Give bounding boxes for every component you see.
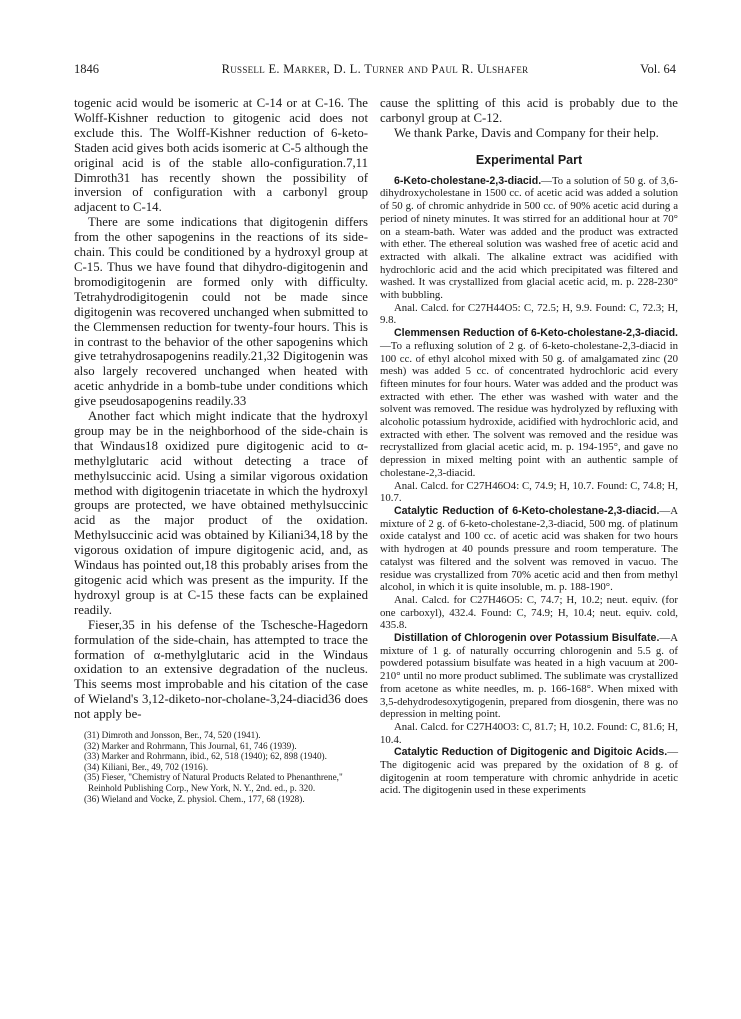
body-paragraph: togenic acid would be isomeric at C-14 or at C-16. The Wolff-Kishner reduction to gitogenic acid does not exclude this. The Wolff-Kishner reduction of 6-keto-Staden acid gives both acids isomeric at C-5 although the original acid is of the stable allo-configuration.7,11 Dimroth31 has recently shown the possibility of inversion of configuration with a carbonyl group adjacent to C-14. (74, 96, 368, 215)
right-column (380, 96, 678, 797)
footnotes (74, 730, 368, 804)
experiment-paragraph (380, 175, 678, 302)
footnote: (33) Marker and Rohrmann, ibid., 62, 518 (1940); 62, 898 (1940). (84, 751, 327, 762)
experiment-paragraph (380, 746, 678, 797)
footnote: (35) Fieser, "Chemistry of Natural Products Related to Phenanthrene," Reinhold Publishing Corp., New York, N. Y., 2nd. ed., p. 320. (84, 772, 343, 794)
experiment-paragraph (380, 327, 678, 479)
experiment-body: —A mixture of 1 g. of naturally occurring chlorogenin and 5.5 g. of powdered potassium bisulfate was heated in a high vacuum at 200-210° until no more product sublimed. The sublimate was crystallized from acetone as white needles, m. p. 166-168°. When mixed with 3,5-dehydrodesoxytigogenin, prepared from diosgenin, there was no depression in melting point. (380, 632, 678, 721)
footnote: (36) Wieland and Vocke, Z. physiol. Chem., 177, 68 (1928). (84, 793, 305, 804)
experiment-title: Distillation of Chlorogenin over Potassium Bisulfate. (394, 632, 660, 645)
footnote: (32) Marker and Rohrmann, This Journal, 61, 746 (1939). (84, 740, 297, 751)
body-paragraph: We thank Parke, Davis and Company for their help. (394, 125, 659, 140)
footnote: (31) Dimroth and Jonsson, Ber., 74, 520 (1941). (84, 730, 261, 741)
experiment-title: 6-Keto-cholestane-2,3-diacid. (394, 174, 542, 187)
left-column (74, 96, 368, 804)
section-heading: Experimental Part (475, 152, 583, 167)
experiment-body: —The digitogenic acid was prepared by the oxidation of 8 g. of digitogenin at room temperature with chromic anhydride in acetic acid. The digitogenin used in these experiments (380, 746, 678, 797)
volume-label: Vol. 64 (640, 62, 676, 76)
experiment-title: Catalytic Reduction of 6-Keto-cholestane-2,3-diacid. (394, 505, 660, 517)
page-number: 1846 (74, 62, 99, 76)
experiment-paragraph (380, 632, 678, 721)
body-paragraph: Fieser,35 in his defense of the Tschesche-Hagedorn formulation of the side-chain, has attempted to trace the formation of α-methylglutaric acid in the Windaus oxidation to an extensive degradation of the nucleus. This seems most improbable and his citation of the case of Wieland's 3,12-diketo-nor-cholane-3,24-diacid36 does not apply be- (74, 617, 368, 722)
experiment-body: —To a solution of 50 g. of 3,6-dihydroxycholestane in 1500 cc. of acetic acid was added a solution of 50 g. of chromic anhydride in 500 cc. of 90% acetic acid during a period of ninety minutes. It was stirred for an additional hour at 70° on a steam-bath. Water was added and the product was extracted with ether. The ethereal solution was washed free of acetic acid and extracted with alkali. The alkaline extract was acidified with hydrochloric acid and the acid which precipitated was filtered and washed. It was crystallized from glacial acetic acid, m. p. 228-230° with bubbling. (380, 174, 678, 302)
analysis-line: Anal. Calcd. for C27H46O5: C, 74.7; H, 10.2; neut. equiv. (for one carboxyl), 432.4. Found: C, 74.9; H, 10.4; neut. equiv. cold, 435.8. (380, 593, 678, 632)
experiment-body: —To a refluxing solution of 2 g. of 6-keto-cholestane-2,3-diacid in 100 cc. of ethyl alcohol mixed with 50 g. of amalgamated zinc (20 mesh) was added 5 cc. of concentrated hydrochloric acid every fifteen minutes for four hours. Water was added and the product was extracted with ether. The ether was washed with water and the solvent was removed. The residue was hydrolyzed by refluxing with alcoholic potassium hydroxide, acidified with hydrochloric acid, and extracted with ether. The solvent was removed and the residue was recrystallized from glacial acetic acid, m. p. 194-195°, and gave no depression in mixed melting point with an authentic sample of cholestane-2,3-diacid. (380, 339, 678, 479)
body-paragraph: There are some indications that digitogenin differs from the other sapogenins in the reactions of its side-chain. This could be conditioned by a hydroxyl group at C-15. Thus we have found that dihydro-digitogenin and bromodigitogenin are formed only with difficulty. Tetrahydrodigitogenin could not be made since digitogenin was recovered unchanged when submitted to the Clemmensen reduction for twenty-four hours. This is in contrast to the behavior of the other sapogenins which give tetrahydrosapogenins readily.21,32 Digitogenin was also largely recovered unchanged when heated with acetic anhydride in a bomb-tube under conditions which give pseudosapogenins readily.33 (74, 215, 368, 409)
body-paragraph: Another fact which might indicate that the hydroxyl group may be in the neighborhood of the side-chain is that Windaus18 oxidized pure digitogenic acid to α-methylglutaric acid without detecting a trace of methylsuccinic acid. Using a similar vigorous oxidation method with digitogenin triacetate in which the hydroxyl groups are protected, we have obtained methylsuccinic acid as the major product of the oxidation. Methylsuccinic acid was obtained by Kiliani34,18 by the vigorous oxidation of impure digitogenic acid, and, as Windaus has pointed out,18 this probably arises from the gitogenic acid which was present as the impurity. If the hydroxyl group is at C-15 these facts can be explained readily. (74, 409, 368, 617)
analysis-line: Anal. Calcd. for C27H46O4: C, 74.9; H, 10.7. Found: C, 74.8; H, 10.7. (380, 479, 678, 505)
running-header (74, 62, 676, 80)
experiment-paragraph (380, 505, 678, 594)
experiment-body: —A mixture of 2 g. of 6-keto-cholestane-2,3-diacid, 500 mg. of platinum oxide catalyst and 100 cc. of acetic acid was shaken for two hours with hydrogen at 40 pounds pressure and room temperature. The catalyst was filtered and the solvent was removed in vacuo. The residue was crystallized from 70% acetic acid and then from methyl alcohol, in which it is quite insoluble, m. p. 188-190°. (380, 505, 678, 594)
analysis-line: Anal. Calcd. for C27H44O5: C, 72.5; H, 9.9. Found: C, 72.3; H, 9.8. (380, 301, 678, 327)
footnote: (34) Kiliani, Ber., 49, 702 (1916). (84, 761, 209, 772)
experiment-title: Clemmensen Reduction of 6-Keto-cholestane-2,3-diacid. (394, 327, 678, 340)
experiment-title: Catalytic Reduction of Digitogenic and Digitoic Acids. (394, 746, 668, 759)
body-paragraph: cause the splitting of this acid is probably due to the carbonyl group at C-12. (380, 96, 678, 125)
analysis-line: Anal. Calcd. for C27H40O3: C, 81.7; H, 10.2. Found: C, 81.6; H, 10.4. (380, 720, 678, 746)
running-title-authors: Russell E. Marker, D. L. Turner and Paul R. Ulshafer (221, 62, 529, 76)
